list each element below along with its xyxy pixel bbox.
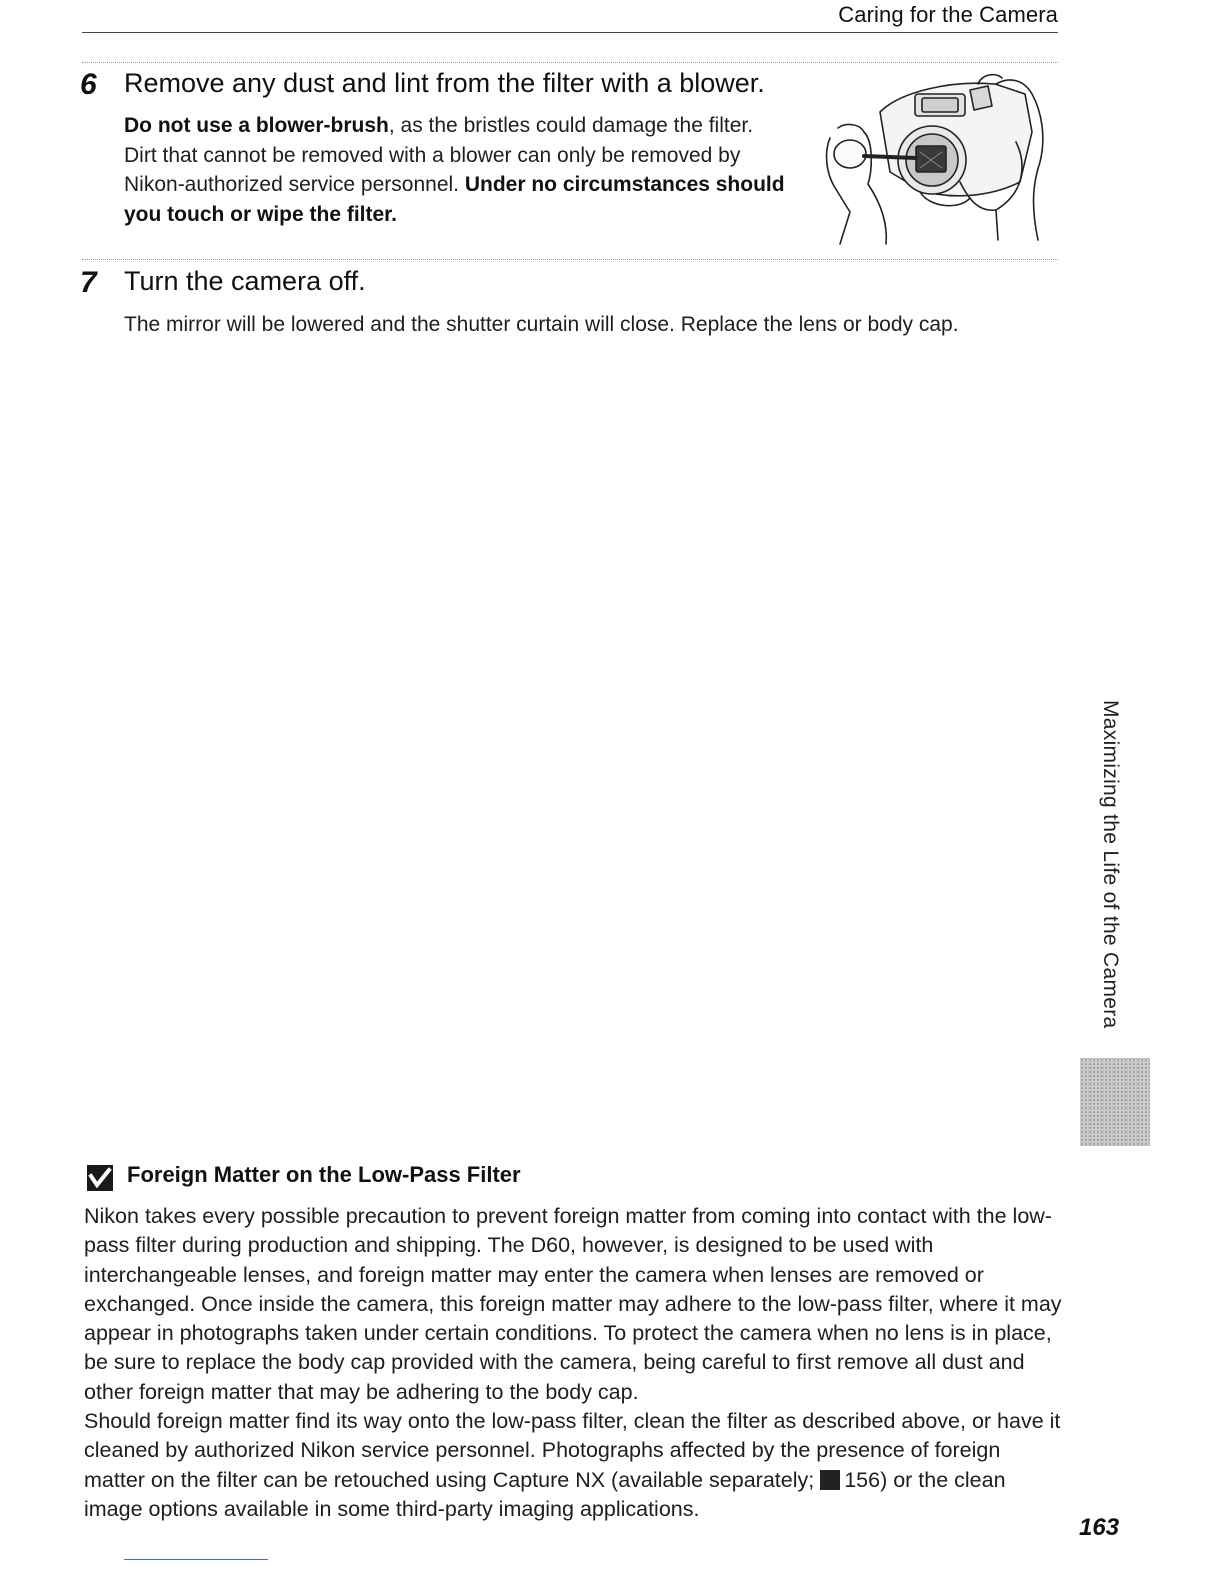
note-paragraph-2-tail: ) or the clean image options available in some third-party imaging applications. <box>84 1467 1006 1521</box>
chapter-tab-marker <box>1080 1058 1150 1146</box>
step6-bold-lead: Do not use a blower-brush <box>124 114 389 137</box>
chapter-side-tab: Maximizing the Life of the Camera <box>1099 700 1122 1029</box>
note-paragraph-1: Nikon takes every possible precaution to prevent foreign matter from coming into contact with the low-pass filter during production and shipping. The D60, however, is designed to be used with interchangeable lenses, and foreign matter may enter the camera when lenses are removed or exchanged. Once inside the camera, this foreign matter may adhere to the low-pass filter, where it may appear in photographs taken under certain conditions. To protect the camera when no lens is in place, be sure to replace the body cap provided with the camera, being careful to first remove all dust and other foreign matter that may be adhering to the body cap. <box>84 1204 1062 1404</box>
running-head-title: Caring for the Camera <box>838 2 1058 27</box>
step6-bold-warning-1: Under no circumstances should <box>464 173 785 196</box>
page-reference-icon <box>820 1470 840 1490</box>
step6-text-after-lead: , as the bristles could damage the filter. <box>388 114 754 137</box>
footer-rule <box>124 1559 268 1560</box>
page-number: 163 <box>1079 1514 1120 1541</box>
check-note-icon <box>86 1164 114 1192</box>
step6-body <box>124 111 814 229</box>
step7-body: The mirror will be lowered and the shutter curtain will close. Replace the lens or body cap. <box>124 313 959 336</box>
note-body <box>84 1202 1064 1524</box>
page-reference-number[interactable]: 156 <box>844 1467 881 1492</box>
step6-bold-warning-2: you touch or wipe the filter. <box>124 202 398 226</box>
camera-cleaning-illustration <box>820 72 1060 248</box>
note-paragraph-2-text: Should foreign matter find its way onto the low-pass filter, clean the filter as described above, or have it cleaned by authorized Nikon service personnel. Photographs affected by the presence of foreign matter on the filter can be retouched using Capture NX (available separately; <box>84 1409 1061 1492</box>
note-paragraph-2 <box>84 1407 1064 1524</box>
header-rule <box>82 32 1058 33</box>
step7-top-divider <box>82 259 1058 260</box>
step6-title: Remove any dust and lint from the filter with a blower. <box>124 68 765 98</box>
step6-text-line3: Nikon-authorized service personnel. <box>124 173 465 196</box>
note-title: Foreign Matter on the Low-Pass Filter <box>127 1162 521 1187</box>
step6-top-divider <box>82 62 1058 63</box>
step7-number: 7 <box>80 266 97 299</box>
step7-title: Turn the camera off. <box>124 266 366 296</box>
step6-number: 6 <box>80 68 97 101</box>
step6-text-line2: Dirt that cannot be removed with a blower can only be removed by <box>124 143 741 167</box>
